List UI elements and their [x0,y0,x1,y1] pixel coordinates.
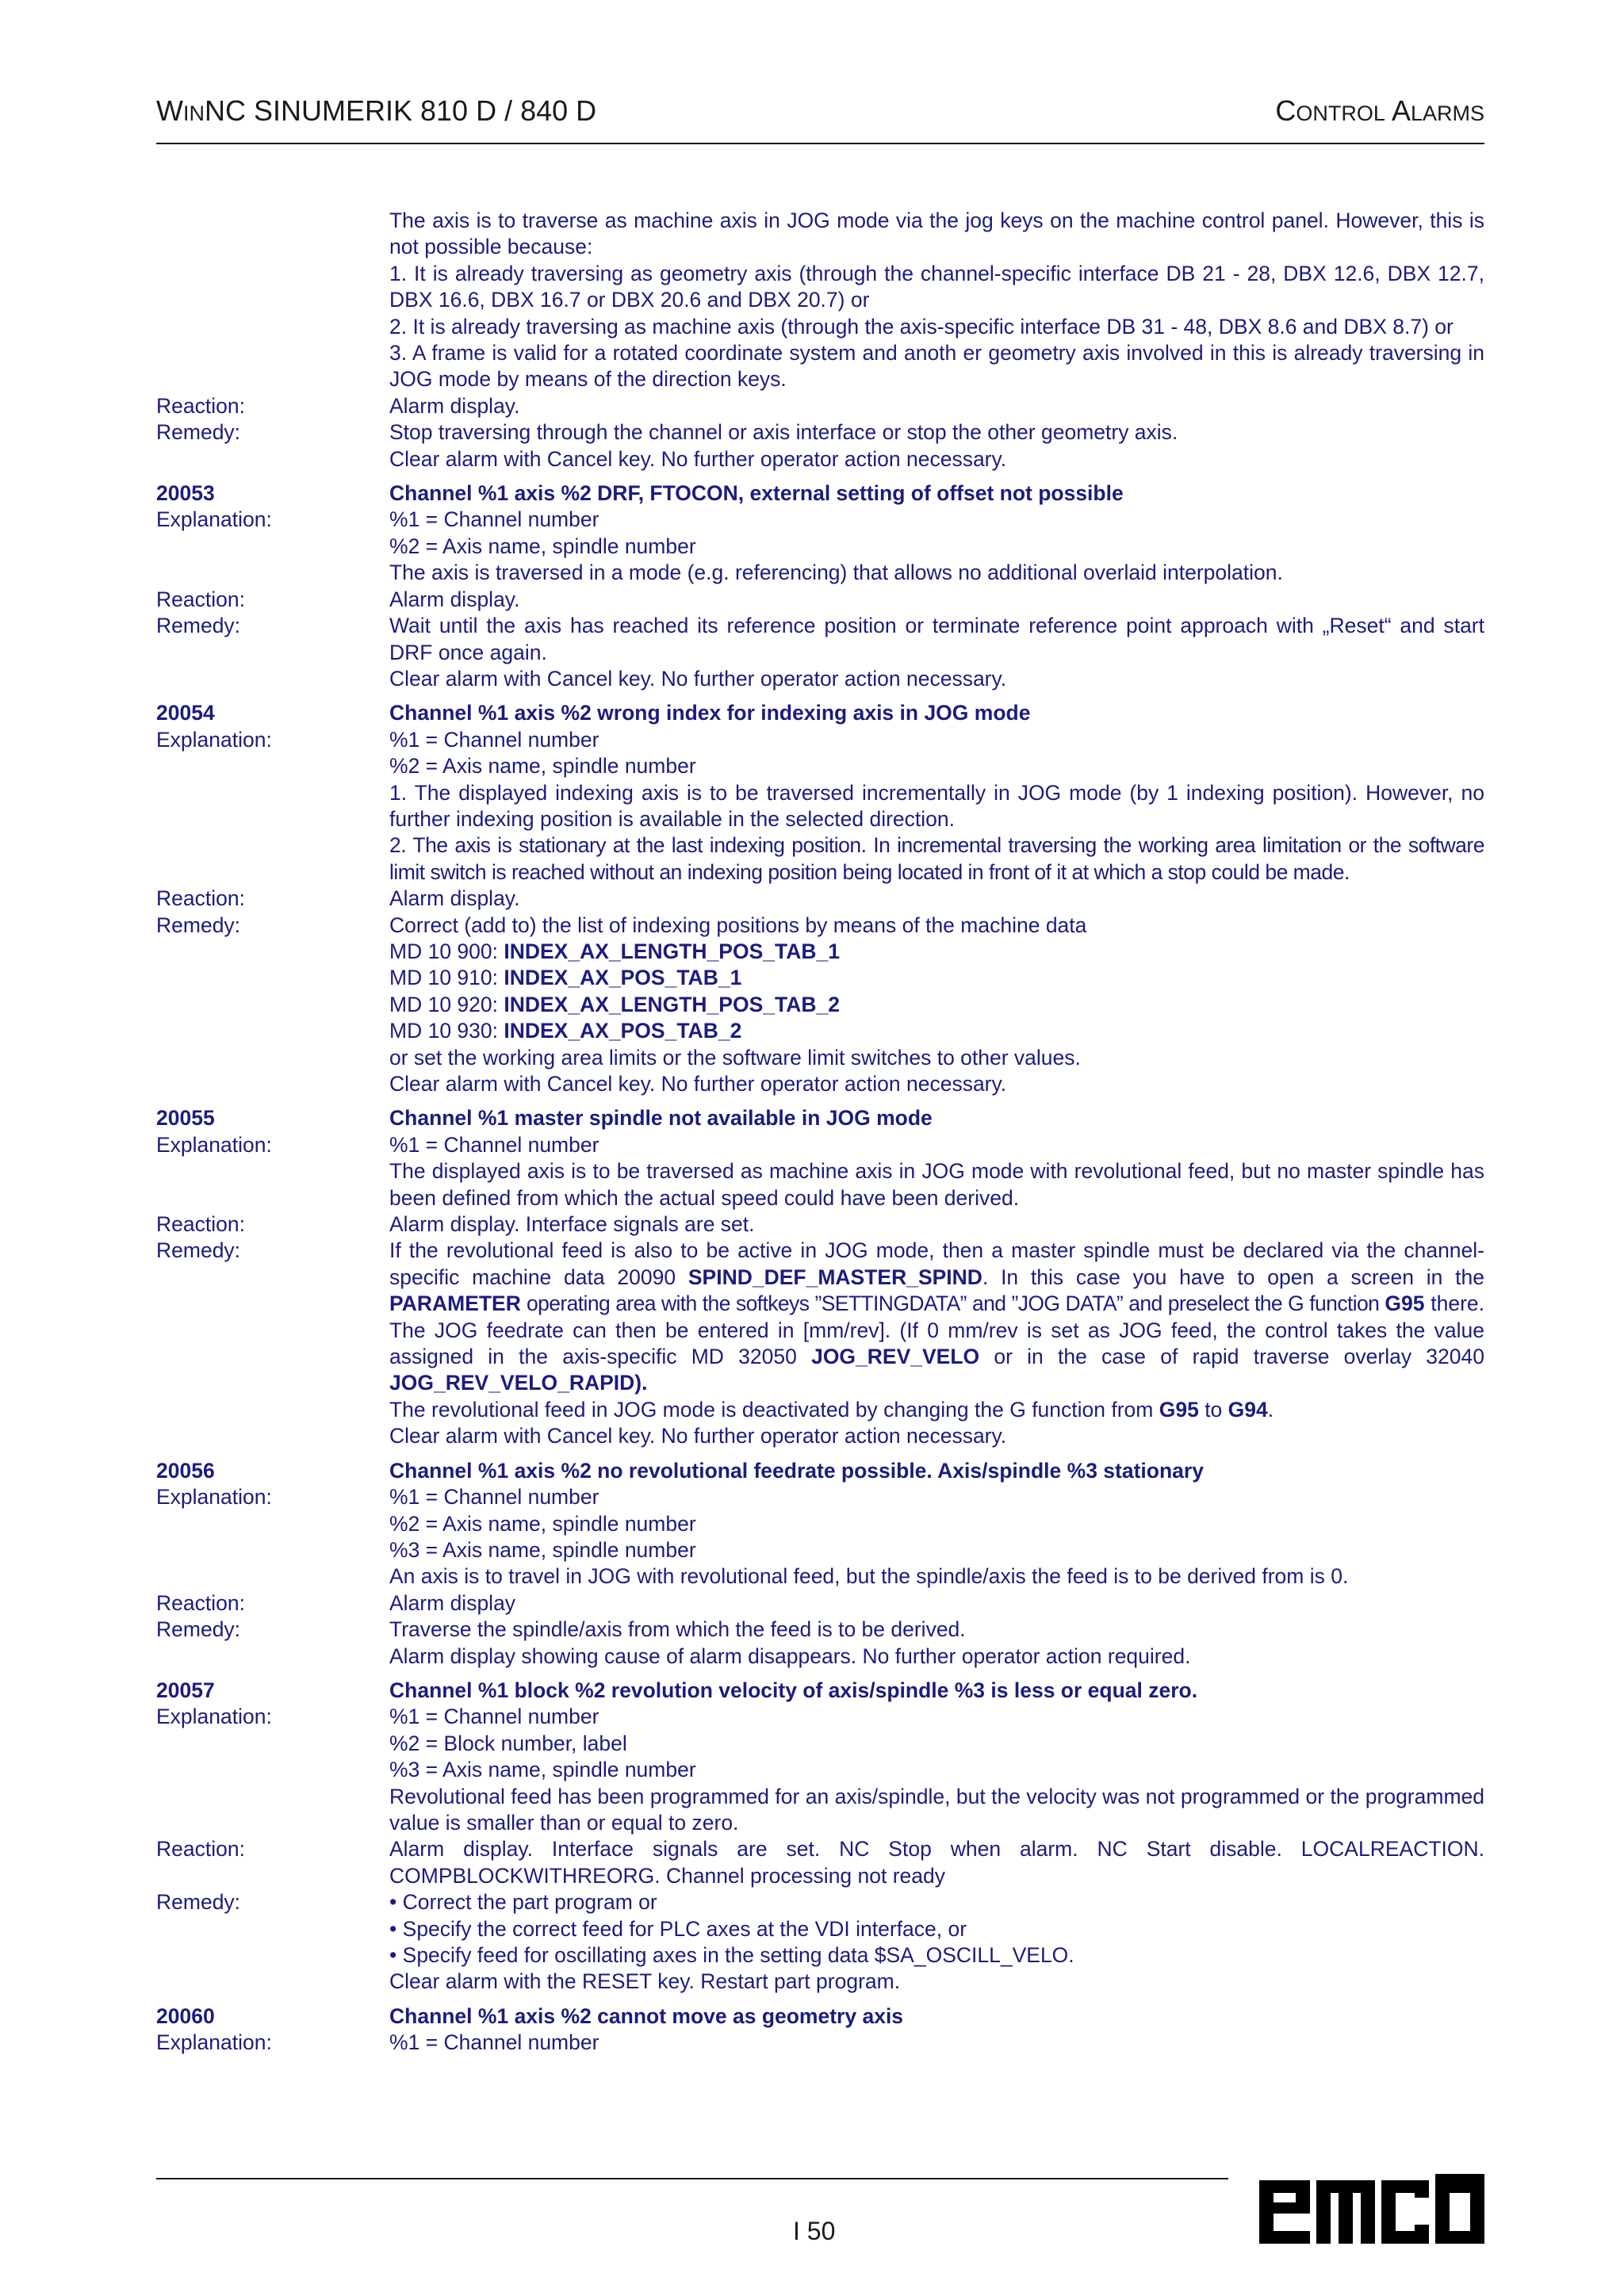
alarm-number: 20057 [156,1678,215,1702]
alarm-20055-remedy: Remedy: If the revolutional feed is also to be active in JOG mode, then a master spindle must be declared via the channel-specific machine data 20090 SPIND_DEF_MASTER_SPIND. In this case you have to open a screen in the PARAMETER operating area with the softkeys ”SETTINGDATA” and ”JOG DATA” and preselect the G function G95 there. The JOG feedrate can then be entered in [mm/rev]. (If 0 mm/rev is set as JOG feed, the control takes the value assigned in the axis-specific MD 32050 JOG_REV_VELO or in the case of rapid traverse overlay 32040 JOG_REV_VELO_RAPID). The revolutional feed in JOG mode is deactivated by changing the G function from G95 to G94. Clear alarm with Cancel key. No further operator action necessary. [156,1238,1484,1448]
emco-logo [1259,2174,1484,2244]
machine-data-line: MD 10 910: INDEX_AX_POS_TAB_1 [389,966,742,990]
alarm-20054-explanation: Explanation: %1 = Channel number %2 = Axis name, spindle number 1. The displayed indexing axis is to be traversed incrementally in JOG mode (by 1 indexing position). However, no further indexing position is available in the selected direction. 2. The axis is stationary at the last indexing position. In incremental traversing the working area limitation or the software limit switch is reached without an indexing position being located in front of it at which a stop could be made. [156,727,1484,884]
header-rule [156,143,1484,144]
footer-rule [156,2178,1228,2179]
page-number: I 50 [793,2217,836,2245]
logo-letter-o [1435,2174,1484,2244]
machine-data-line: MD 10 930: INDEX_AX_POS_TAB_2 [389,1019,742,1043]
alarm-number: 20056 [156,1458,215,1483]
alarm-number: 20055 [156,1106,215,1131]
logo-letter-m [1316,2180,1375,2244]
alarm-20055 [156,1105,1484,1131]
alarm-title: Channel %1 axis %2 wrong index for indexing axis in JOG mode [389,701,1031,725]
alarm-20055-explanation: Explanation: %1 = Channel number The displayed axis is to be traversed as machine axis in JOG mode with revolutional feed, but no master spindle has been defined from which the actual speed could have been derived. [156,1132,1484,1210]
machine-data-line: MD 10 900: INDEX_AX_LENGTH_POS_TAB_1 [389,939,840,963]
logo-letter-c [1381,2180,1429,2244]
alarm-20055-reaction: Reaction: Alarm display. Interface signals are set. [156,1212,755,1237]
alarm-20057-reaction: Reaction: Alarm display. Interface signals are set. NC Stop when alarm. NC Start disable. LOCALREACTION. COMPBLOCKWITHREORG. Channel processing not ready [156,1837,1484,1888]
alarm-number: 20054 [156,701,215,725]
alarm-20054-remedy: Remedy: Correct (add to) the list of indexing positions by means of the machine data MD 10 900: INDEX_AX_LENGTH_POS_TAB_1 MD 10 910: INDEX_AX_POS_TAB_1 MD 10 920: INDEX_AX_LENGTH_POS_TAB_2 MD 10 930: INDEX_AX_POS_TAB_2 or set the working area limits or the software limit switches to other values. Clear alarm with Cancel key. No further operator action necessary. [156,913,1484,1098]
intro-remedy: Remedy: Stop traversing through the channel or axis interface or stop the other geometry axis. Clear alarm with Cancel key. No further operator action necessary. [156,420,1178,471]
alarm-20053-explanation: Explanation: %1 = Channel number %2 = Axis name, spindle number The axis is traversed in a mode (e.g. referencing) that allows no additional overlaid interpolation. [156,507,1283,585]
alarm-20056 [156,1458,1484,1484]
reaction-label: Reaction: [156,393,245,418]
intro-reaction: Reaction: Alarm display. [156,393,1484,419]
header-section-title: CONTROL ALARMS [1275,94,1484,127]
alarm-20057 [156,1678,1484,1704]
alarm-20057-explanation: Explanation: %1 = Channel number %2 = Block number, label %3 = Axis name, spindle number Revolutional feed has been programmed for an axis/spindle, but the velocity was not programmed or the programmed value is smaller than or equal to zero. [156,1705,1484,1835]
alarm-20054 [156,700,1484,726]
alarm-title: Channel %1 block %2 revolution velocity of axis/spindle %3 is less or equal zero. [389,1678,1198,1702]
alarm-20056-remedy: Remedy: Traverse the spindle/axis from which the feed is to be derived. Alarm display showing cause of alarm disappears. No further operator action required. [156,1617,1191,1668]
alarm-title: Channel %1 axis %2 DRF, FTOCON, external setting of offset not possible [389,481,1124,506]
alarm-number: 20053 [156,481,215,506]
alarm-20053-remedy: Remedy: Wait until the axis has reached its reference position or terminate reference point approach with „Reset“ and start DRF once again. Clear alarm with Cancel key. No further operator action necessary. [156,614,1484,691]
alarm-20060-explanation: Explanation: %1 = Channel number [156,2030,599,2055]
alarm-20056-reaction: Reaction: Alarm display [156,1590,516,1615]
machine-data-line: MD 10 920: INDEX_AX_LENGTH_POS_TAB_2 [389,992,840,1016]
header-product-title: WINNC SINUMERIK 810 D / 840 D [156,94,597,127]
alarm-number: 20060 [156,2003,215,2028]
alarm-title: Channel %1 master spindle not available in JOG mode [389,1106,933,1131]
alarm-20054-reaction: Reaction: Alarm display. [156,886,520,911]
alarm-20057-remedy: Remedy: • Correct the part program or • Specify the correct feed for PLC axes at the VDI interface, or • Specify feed for oscillating axes in the setting data $SA_OSCILL_VELO. Clear alarm with the RESET key. Restart part program. [156,1890,1074,1994]
logo-letter-e [1259,2180,1310,2244]
remedy-label: Remedy: [156,420,241,445]
alarm-list [156,208,1484,2057]
alarm-20053 [156,480,1484,507]
alarm-title: Channel %1 axis %2 cannot move as geometry axis [389,2003,904,2028]
alarm-20056-explanation: Explanation: %1 = Channel number %2 = Axis name, spindle number %3 = Axis name, spindle number An axis is to travel in JOG with revolutional feed, but the spindle/axis the feed is to be derived from is 0. [156,1485,1349,1589]
intro-text: The axis is to traverse as machine axis in JOG mode via the jog keys on the machine control panel. However, this is not possible because: 1. It is already traversing as geometry axis (through the channel-specific interface DB 21 - 28, DBX 12.6, DBX 12.7, DBX 16.6, DBX 16.7 or DBX 20.6 and DBX 20.7) or 2. It is already traversing as machine axis (through the axis-specific interface DB 31 - 48, DBX 8.6 and DBX 8.7) or 3. A frame is valid for a rotated coordinate system and anoth er geometry axis involved in this is already traversing in JOG mode by means of the direction keys. [389,209,1484,392]
alarm-title: Channel %1 axis %2 no revolutional feedrate possible. Axis/spindle %3 stationary [389,1458,1204,1483]
alarm-20060 [156,2003,1484,2030]
alarm-20053-reaction: Reaction: Alarm display. [156,587,520,611]
